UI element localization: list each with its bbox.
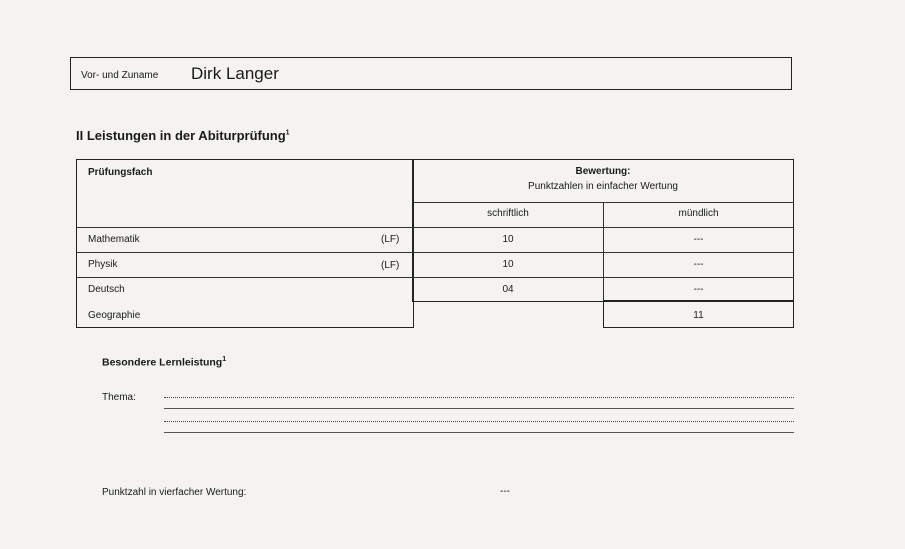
table-row-oral: 11 bbox=[693, 310, 704, 321]
name-box bbox=[70, 57, 792, 90]
section-title bbox=[76, 128, 290, 143]
name-value: Dirk Langer bbox=[191, 64, 279, 83]
table-row-tag: (LF) bbox=[381, 260, 400, 271]
table-row-oral: --- bbox=[693, 234, 704, 245]
special-title bbox=[102, 356, 226, 369]
table-row-written: 04 bbox=[502, 284, 514, 295]
row-line-2 bbox=[77, 277, 793, 278]
special-title-text: Besondere Lernleistung bbox=[102, 356, 223, 369]
rating-subheader: Punktzahlen in einfacher Wertung bbox=[528, 181, 678, 192]
table-row-subject: Physik bbox=[88, 259, 118, 270]
rating-header: Bewertung: bbox=[575, 166, 631, 177]
theme-solid-line bbox=[164, 408, 794, 409]
table-row-subject: Geographie bbox=[88, 310, 141, 321]
col-oral-header: mündlich bbox=[678, 208, 719, 219]
row-line-1 bbox=[77, 252, 793, 253]
points-value: --- bbox=[500, 486, 510, 497]
table-row-tag: (LF) bbox=[381, 234, 400, 245]
subject-header: Prüfungsfach bbox=[88, 167, 153, 178]
table-row-subject: Deutsch bbox=[88, 284, 125, 295]
special-footnote: 1 bbox=[222, 356, 227, 363]
name-label: Vor- und Zuname bbox=[81, 70, 159, 81]
table-row-oral: --- bbox=[693, 259, 704, 270]
theme-dotted-line bbox=[164, 421, 794, 422]
table-row-subject: Mathematik bbox=[88, 234, 140, 245]
theme-solid-line bbox=[164, 432, 794, 433]
header-bottom-line bbox=[77, 227, 793, 228]
theme-label: Thema: bbox=[102, 392, 136, 403]
table-row-written: 10 bbox=[502, 259, 514, 270]
table-row-oral: --- bbox=[693, 284, 704, 295]
table-row-written: 10 bbox=[502, 234, 514, 245]
section-footnote: 1 bbox=[285, 129, 290, 137]
points-label: Punktzahl in vierfacher Wertung: bbox=[102, 487, 247, 498]
col-written-header: schriftlich bbox=[487, 208, 529, 219]
section-title-text: II Leistungen in der Abiturprüfung bbox=[76, 128, 286, 143]
theme-dotted-line bbox=[164, 397, 794, 398]
